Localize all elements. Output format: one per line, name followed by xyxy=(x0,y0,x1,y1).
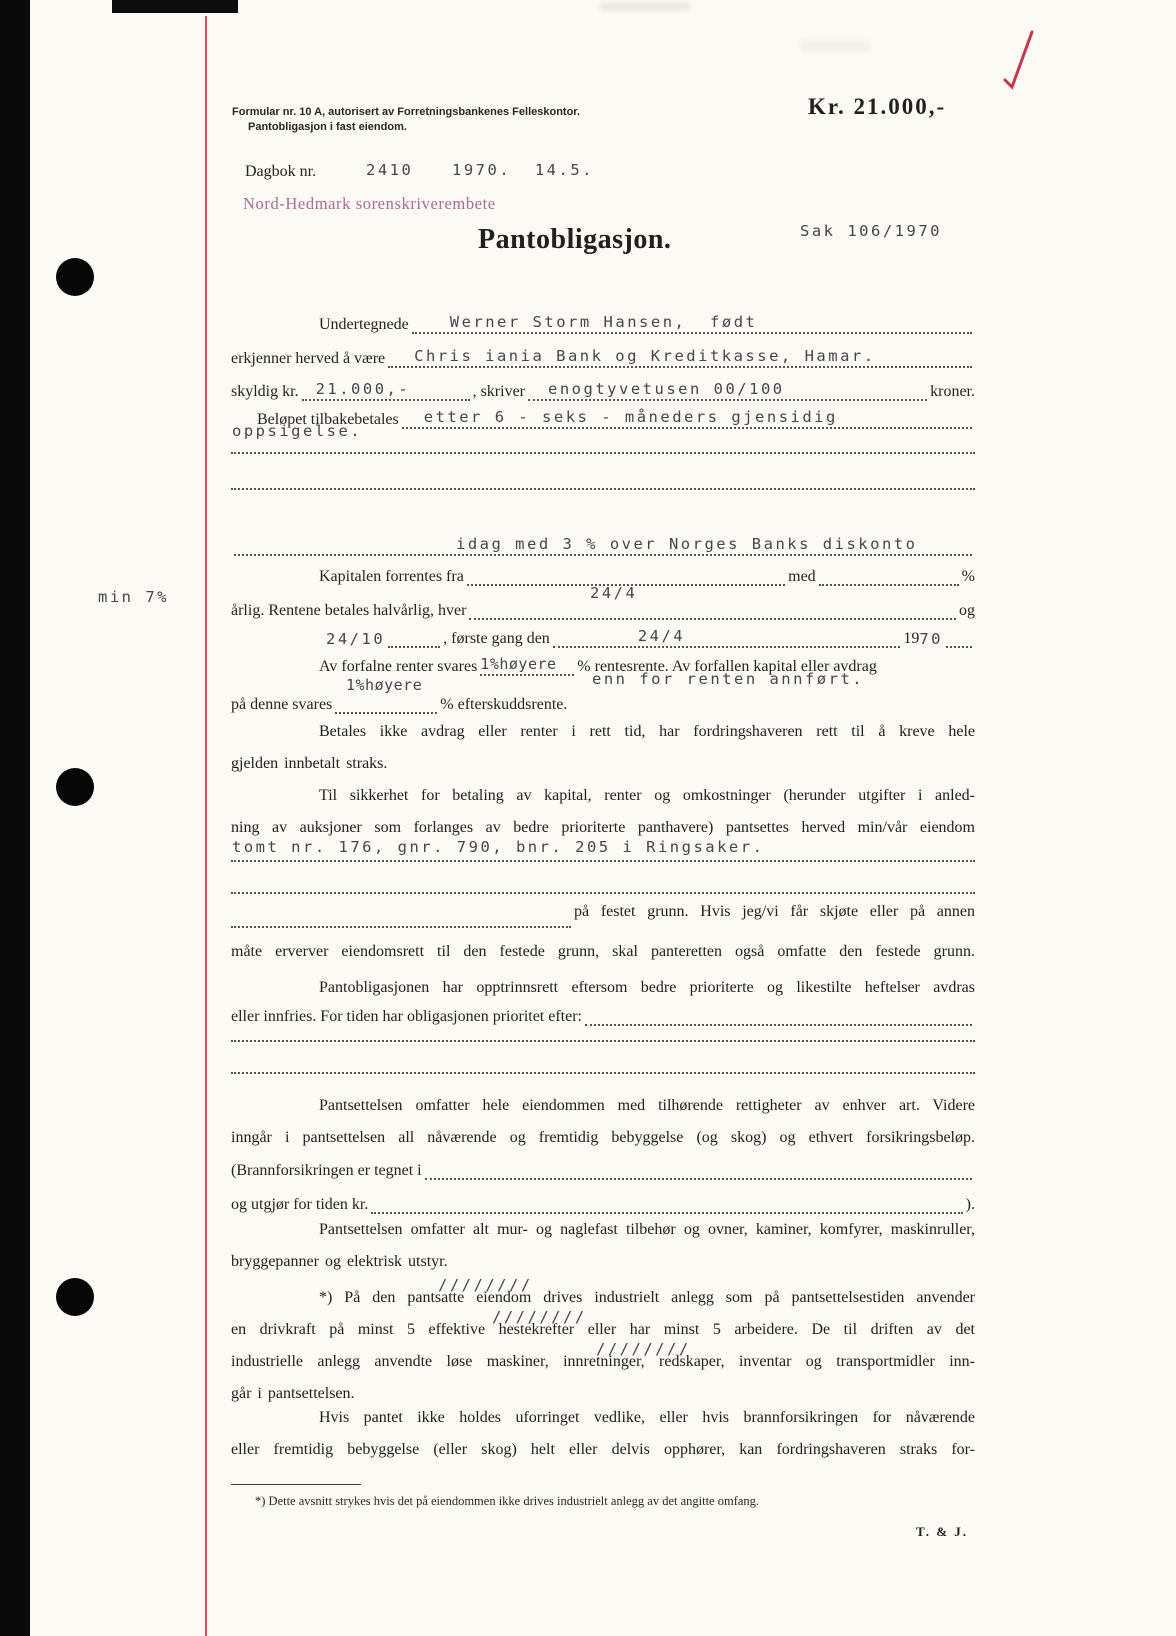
rate-field xyxy=(819,584,959,586)
punch-hole xyxy=(56,768,94,806)
para-murfast xyxy=(231,1214,975,1278)
amount-typed: 21.000,- xyxy=(315,380,411,398)
amount-words-typed: enogtyvetusen 00/100 xyxy=(548,380,785,398)
kapitalen-label: Kapitalen forrentes fra xyxy=(319,568,464,585)
dagbok-number: 2410 xyxy=(366,161,414,179)
row-erkjenner xyxy=(231,342,975,368)
med-label: med xyxy=(788,568,816,585)
opptrinn-label: eller innfries. For tiden har obligasjonen prioritet efter: xyxy=(231,1008,582,1025)
renter-rate-typed: 1%høyere xyxy=(480,655,557,673)
scan-smudge xyxy=(800,40,870,52)
blank-dotted-line xyxy=(231,488,975,490)
fill-short xyxy=(946,646,972,648)
row-undertegnede xyxy=(231,308,975,334)
para-sikkerhet xyxy=(231,780,975,844)
paadenne-label: på denne svares xyxy=(231,696,333,713)
para-line: Pantsettelsen omfatter alt mur- og naglefast tilbehør og ovner, kaminer, komfyrer, maskinruller, xyxy=(319,1221,975,1238)
paadenne-rate-typed: 1%høyere xyxy=(346,676,423,694)
para-line: industrielle anlegg anvendte løse maskiner, innretninger, redskaper, inventar og transportmidler inn- xyxy=(231,1353,975,1370)
court-stamp: Nord-Hedmark sorenskriverembete xyxy=(243,194,496,213)
first-date-typed: 24/4 xyxy=(637,627,686,645)
para-betales xyxy=(231,716,975,780)
strike-marks-typed: //////// xyxy=(438,1276,533,1294)
repayment-field xyxy=(402,408,972,429)
para-line: måte erverver eiendomsrett til den festede grunn, skal panteretten også omfatte den festede grunn. xyxy=(231,943,975,960)
fill-short xyxy=(388,646,440,648)
margin-red-line xyxy=(205,16,207,1636)
strike-marks-typed: //////// xyxy=(596,1340,691,1358)
utgjor-label: og utgjør for tiden kr. xyxy=(231,1196,369,1213)
para-line: går i pantsettelsen. xyxy=(231,1385,355,1402)
punch-hole xyxy=(56,1278,94,1316)
blank-dotted-line xyxy=(231,452,975,454)
para-line: Pantobligasjonen har opptrinnsrett eftersom bedre prioriterte og likestilte heftelser avdras xyxy=(319,979,975,996)
belopet-label: Beløpet tilbakebetales xyxy=(257,411,399,428)
para-line: bryggepanner og elektrisk utstyr. xyxy=(231,1253,448,1270)
para-line: *) På den pantsatte eiendom drives industrielt anlegg som på pantsettelsestiden anvender xyxy=(319,1289,975,1306)
erkjenner-label: erkjenner herved å være xyxy=(231,350,386,367)
dagbok-date: 1970. 14.5. xyxy=(452,161,594,179)
para-omfatter xyxy=(231,1090,975,1154)
amount-words-field xyxy=(528,380,927,401)
document-title: Pantobligasjon. xyxy=(478,224,672,255)
scan-edge-top xyxy=(112,0,238,13)
brann-label: (Brannforsikringen er tegnet i xyxy=(231,1162,422,1179)
skyldig-label: skyldig kr. xyxy=(231,383,299,400)
from-date-typed: 24/4 xyxy=(590,584,638,602)
nitten-label: 19 xyxy=(903,630,920,647)
footnote-rule xyxy=(231,1484,361,1485)
row-aarlig xyxy=(231,594,975,620)
og-label: og xyxy=(959,602,975,619)
debtor-name-typed: Werner Storm Hansen, født xyxy=(449,313,758,331)
row-opptrinn-2 xyxy=(231,1000,975,1026)
para-line: på festet grunn. Hvis jeg/vi får skjøte eller på annen xyxy=(574,903,975,920)
scan-edge-left xyxy=(0,0,30,1636)
dagbok-label: Dagbok nr. xyxy=(245,163,317,180)
first-date-field xyxy=(553,627,901,648)
margin-note: min 7% xyxy=(98,588,169,606)
para-line: en drivkraft på minst 5 effektive hestekrefter eller har minst 5 arbeidere. De til driften av det xyxy=(231,1321,975,1338)
oppsigelse-typed: oppsigelse. xyxy=(232,422,363,440)
para-vedlike xyxy=(231,1402,975,1466)
renter-rate-field xyxy=(480,655,574,676)
para-line: ning av auksjoner som forlanges av bedre prioriterte panthavere) pantsettes herved min/vår eiendom xyxy=(231,819,975,836)
blank-dotted-line xyxy=(231,1040,975,1042)
blank-dotted-line xyxy=(231,860,975,862)
checkmark-icon xyxy=(1002,28,1036,97)
priority-field xyxy=(585,1024,972,1026)
row-skyldig xyxy=(231,375,975,401)
case-number: Sak 106/1970 xyxy=(800,222,942,240)
efterskudd-label: % efterskuddsrente. xyxy=(440,696,568,713)
printer-mark: T. & J. xyxy=(916,1524,969,1539)
skriver-label: , skriver xyxy=(472,383,525,400)
row-diskonto xyxy=(231,530,975,556)
para-line: gjelden innbetalt straks. xyxy=(231,755,388,772)
rentesrente-label: % rentesrente. Av forfallen kapital eller avdrag xyxy=(577,658,877,675)
footnote-text: *) Dette avsnitt strykes hvis det på eiendommen ikke drives industrielt anlegg av det angitte omfang. xyxy=(255,1494,760,1508)
amount-header: Kr. 21.000,- xyxy=(808,94,947,119)
paadenne-rate-field xyxy=(335,712,437,714)
strike-marks-typed: //////// xyxy=(492,1308,587,1326)
row-brannforsikring xyxy=(231,1154,975,1180)
row-kapitalen xyxy=(231,560,975,586)
property-typed: tomt nr. 176, gnr. 790, bnr. 205 i Ringsaker. xyxy=(232,838,765,856)
para-line: Hvis pantet ikke holdes uforringet vedlike, eller hvis brannforsikringen for nåværende xyxy=(319,1409,975,1426)
forste-label: , første gang den xyxy=(443,630,550,647)
aarlig-label: årlig. Rentene betales halvårlig, hver xyxy=(231,602,467,619)
closing-paren: ). xyxy=(965,1196,975,1213)
creditor-typed: Chris iania Bank og Kreditkasse, Hamar. xyxy=(414,347,876,365)
festet-field xyxy=(231,926,571,928)
para-line: Betales ikke avdrag eller renter i rett tid, har fordringshaveren rett til å kreve hele xyxy=(319,723,975,740)
amount-field xyxy=(302,380,470,401)
undertegnede-field xyxy=(412,313,972,334)
para-line: eller fremtidig bebyggelse (eller skog) helt eller delvis opphører, kan fordringshaveren straks for- xyxy=(231,1441,975,1458)
year-typed: 70 xyxy=(919,630,943,648)
undertegnede-label: Undertegnede xyxy=(319,316,409,333)
insurance-field xyxy=(425,1178,972,1180)
percent-sign: % xyxy=(961,568,975,585)
form-ref-line1: Formular nr. 10 A, autorisert av Forretningsbankenes Felleskontor. xyxy=(232,106,581,118)
kroner-label: kroner. xyxy=(930,383,975,400)
renter-label: Av forfalne renter svares xyxy=(319,658,478,675)
diskonto-typed: idag med 3 % over Norges Banks diskonto xyxy=(456,535,918,553)
para-line: Pantsettelsen omfatter hele eiendommen med tilhørende rettigheter av enhver art. Videre xyxy=(319,1097,975,1114)
row-forste-gang xyxy=(231,622,975,648)
interest-basis-field xyxy=(234,535,972,556)
form-ref-line2: Pantobligasjon i fast eiendom. xyxy=(248,121,407,133)
row-festet xyxy=(231,902,975,928)
halfyear-typed: 24/10 xyxy=(326,630,386,648)
blank-dotted-line xyxy=(231,1072,975,1074)
row-paadenne xyxy=(231,688,975,714)
enn-typed: enn for renten annført. xyxy=(592,670,865,688)
para-industri xyxy=(231,1282,975,1410)
scan-smudge xyxy=(600,2,690,11)
repayment-typed: etter 6 - seks - måneders gjensidig xyxy=(423,408,838,426)
blank-dotted-line xyxy=(231,892,975,894)
creditor-field xyxy=(388,347,972,368)
para-festet-2 xyxy=(231,936,975,968)
row-utgjor xyxy=(231,1188,975,1214)
para-line: Til sikkerhet for betaling av kapital, renter og omkostninger (herunder utgifter i anled- xyxy=(319,787,975,804)
para-line: inngår i pantsettelsen all nåværende og fremtidig bebyggelse (og skog) og ethvert forsikringsbeløp. xyxy=(231,1129,975,1146)
punch-hole xyxy=(56,258,94,296)
halfyear-field xyxy=(469,618,956,620)
